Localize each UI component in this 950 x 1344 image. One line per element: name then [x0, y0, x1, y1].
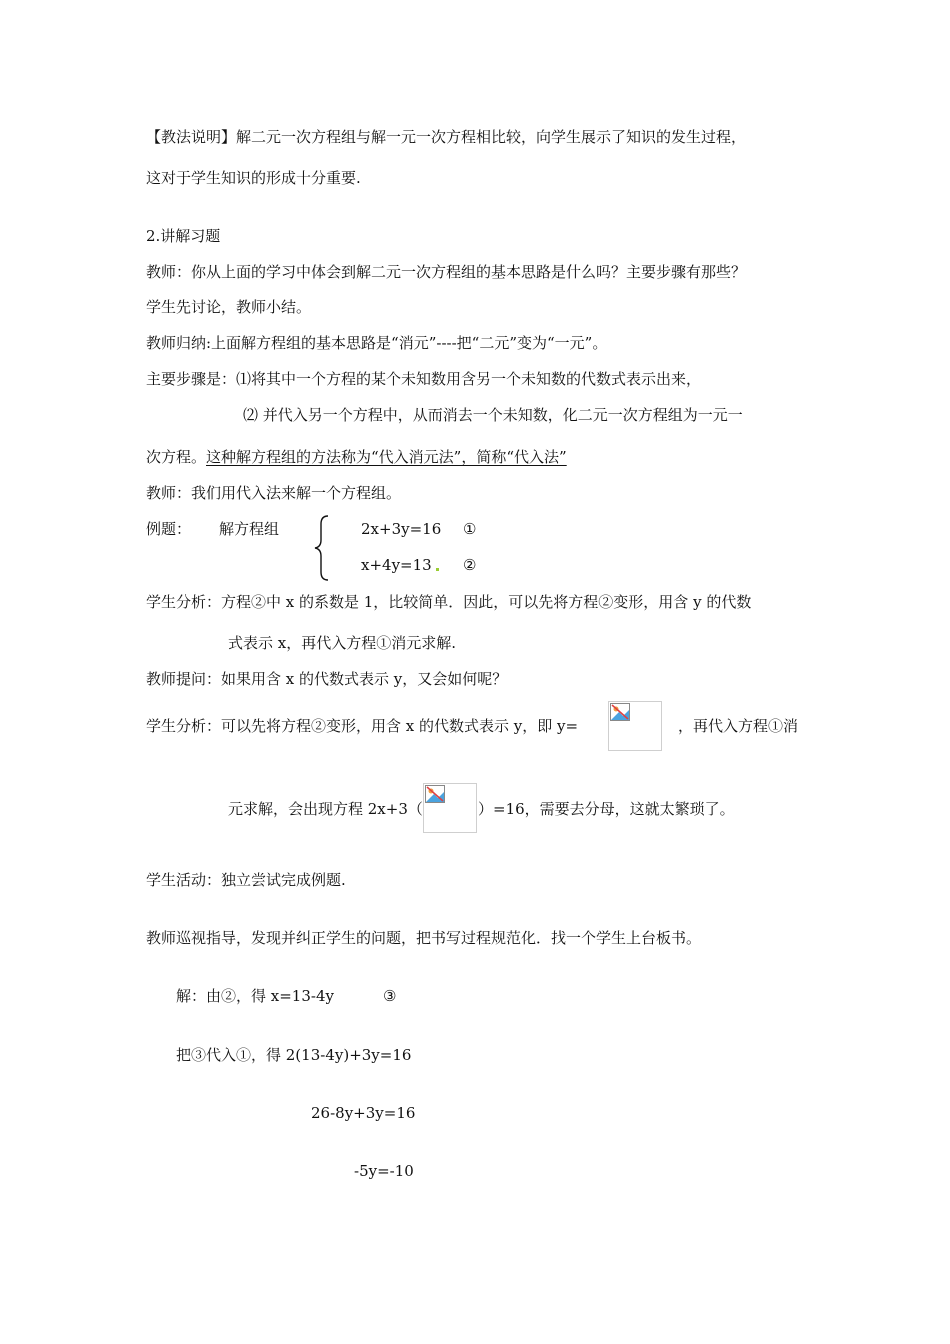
main-steps-1: 主要步骤是：⑴将其中一个方程的某个未知数用含另一个未知数的代数式表示出来， [146, 370, 702, 388]
teacher-ask: 教师提问：如果用含 x 的代数式表示 y，又会如何呢？ [146, 670, 508, 688]
equation-1: 2x+3y=16 [361, 520, 442, 538]
example-task: 解方程组 [219, 520, 280, 538]
equation-2-number: ② [463, 556, 477, 574]
main-steps-3-start: 次方程。 [146, 448, 207, 466]
teacher-use-method: 教师：我们用代入法来解一个方程组。 [146, 484, 402, 502]
solution-step-4: -5y=-10 [354, 1162, 414, 1180]
broken-image-icon [610, 703, 630, 721]
main-steps-2: ⑵ 并代入另一个方程中，从而消去一个未知数，化二元一次方程组为一元一 [243, 406, 743, 424]
substitution-method-definition: 这种解方程组的方法称为“代入消元法”，简称“代入法” [206, 448, 567, 466]
student-activity: 学生活动：独立尝试完成例题. [146, 871, 346, 889]
teacher-summary: 教师归纳:上面解方程组的基本思路是“消元”----把“二元”变为“一元”。 [146, 334, 608, 352]
equation-2: x+4y=13 [361, 556, 432, 574]
student-analysis-4-end: ）=16，需要去分母，这就太繁琐了。 [478, 800, 735, 818]
student-analysis-2: 式表示 x，再代入方程①消元求解. [228, 634, 456, 652]
student-analysis-3-start: 学生分析：可以先将方程②变形，用含 x 的代数式表示 y，即 y= [146, 717, 579, 735]
student-analysis-1: 学生分析：方程②中 x 的系数是 1，比较简单．因此，可以先将方程②变形，用含 y 的代数 [146, 593, 752, 611]
solution-step-3: 26-8y+3y=16 [311, 1104, 416, 1122]
formula-image-fraction [423, 783, 477, 833]
student-discuss: 学生先讨论，教师小结。 [146, 298, 312, 316]
broken-image-icon [425, 785, 445, 803]
solution-step-1: 解：由②，得 x=13-4y [176, 987, 334, 1005]
example-label: 例题： [146, 520, 192, 538]
student-analysis-3-end: ，再代入方程①消 [678, 717, 799, 735]
solution-step-1-number: ③ [383, 987, 397, 1005]
section-heading: 2.讲解习题 [146, 227, 221, 245]
equation-1-number: ① [463, 520, 477, 538]
system-brace-icon [312, 514, 332, 582]
main-steps-3 [146, 447, 567, 467]
method-note-line-2: 这对于学生知识的形成十分重要. [146, 169, 361, 187]
solution-step-2: 把③代入①，得 2(13-4y)+3y=16 [176, 1046, 412, 1064]
student-analysis-4-start: 元求解，会出现方程 2x+3（ [228, 800, 423, 818]
method-note-line-1: 【教法说明】解二元一次方程组与解一元一次方程相比较，向学生展示了知识的发生过程， [146, 128, 747, 146]
teacher-patrol: 教师巡视指导，发现并纠正学生的问题，把书写过程规范化．找一个学生上台板书。 [146, 929, 702, 947]
formula-image-y [608, 701, 662, 751]
artifact-dot [436, 568, 439, 571]
teacher-question: 教师：你从上面的学习中体会到解二元一次方程组的基本思路是什么吗？主要步骤有那些？ [146, 263, 747, 281]
